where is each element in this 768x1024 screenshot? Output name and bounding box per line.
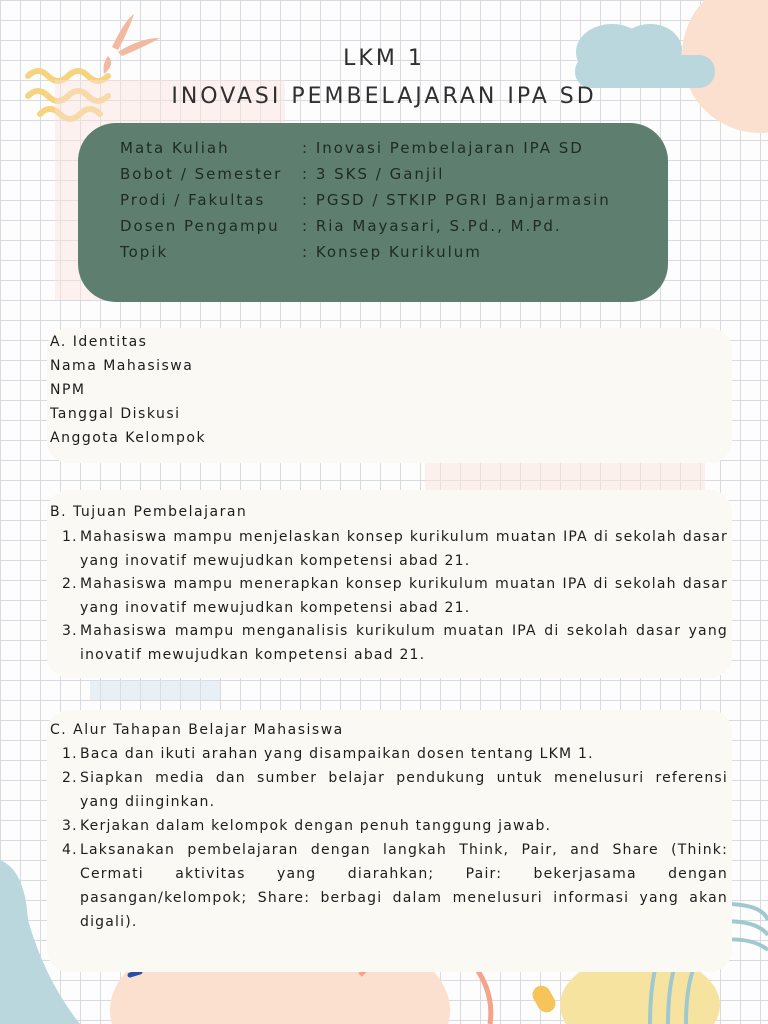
info-row	[120, 165, 444, 183]
info-label: Mata Kuliah	[120, 139, 230, 157]
item-text: Laksanakan pembelajaran dengan langkah Think, Pair, and Share (Think: Cermati aktivitas yang diarahkan; Pair: bekerjasama dengan pasangan/kelompok; Share: berbagi dalam menelusuri informasi yang akan digali).	[80, 842, 728, 930]
info-label: Dosen Pengampu	[120, 217, 280, 235]
item-number: 4.	[62, 842, 78, 858]
field-label: Anggota Kelompok	[50, 430, 207, 446]
info-row	[120, 191, 611, 209]
info-value: : Konsep Kurikulum	[302, 243, 482, 261]
list-item	[62, 572, 728, 620]
item-number: 2.	[62, 576, 78, 592]
info-row	[120, 139, 584, 157]
info-value: : Inovasi Pembelajaran IPA SD	[302, 139, 584, 157]
item-text: Baca dan ikuti arahan yang disampaikan dosen tentang LKM 1.	[80, 746, 594, 762]
item-text: Mahasiswa mampu menjelaskan konsep kurikulum muatan IPA di sekolah dasar yang inovatif mewujudkan kompetensi abad 21.	[80, 529, 728, 569]
identitas-card	[47, 328, 732, 463]
info-row	[120, 243, 482, 261]
item-text: Siapkan media dan sumber belajar pendukung untuk menelusuri referensi yang diinginkan.	[80, 770, 728, 810]
item-number: 3.	[62, 818, 78, 834]
field-label: Tanggal Diskusi	[50, 406, 181, 422]
info-value: : 3 SKS / Ganjil	[302, 165, 445, 183]
page-title: LKM 1	[343, 46, 425, 71]
list-item	[62, 838, 728, 934]
section-heading: C. Alur Tahapan Belajar Mahasiswa	[50, 722, 344, 738]
section-heading: B. Tujuan Pembelajaran	[50, 504, 248, 520]
list-item	[62, 525, 728, 573]
item-text: Mahasiswa mampu menerapkan konsep kurikulum muatan IPA di sekolah dasar yang inovatif mewujudkan kompetensi abad 21.	[80, 576, 728, 616]
item-number: 1.	[62, 746, 78, 762]
list-item	[62, 742, 728, 766]
tujuan-card	[47, 490, 732, 678]
item-number: 1.	[62, 529, 78, 545]
page-subtitle: INOVASI PEMBELAJARAN IPA SD	[171, 84, 597, 109]
blue-stroke	[130, 972, 140, 975]
course-info-box	[78, 123, 668, 302]
info-value: : PGSD / STKIP PGRI Banjarmasin	[302, 191, 611, 209]
field-label: NPM	[50, 382, 86, 398]
info-label: Prodi / Fakultas	[120, 191, 266, 209]
item-text: Kerjakan dalam kelompok dengan penuh tanggung jawab.	[80, 818, 552, 834]
item-number: 2.	[62, 770, 78, 786]
info-label: Topik	[120, 243, 169, 261]
yellow-pill	[529, 982, 559, 1015]
list-item	[62, 766, 728, 814]
section-heading: A. Identitas	[50, 334, 148, 350]
field-label: Nama Mahasiswa	[50, 358, 194, 374]
info-row	[120, 217, 562, 235]
alur-card	[47, 710, 732, 972]
list-item	[62, 814, 728, 838]
info-value: : Ria Mayasari, S.Pd., M.Pd.	[302, 217, 562, 235]
info-label: Bobot / Semester	[120, 165, 283, 183]
item-number: 3.	[62, 623, 78, 639]
item-text: Mahasiswa mampu menganalisis kurikulum muatan IPA di sekolah dasar yang inovatif mewujudkan kompetensi abad 21.	[80, 623, 728, 663]
list-item	[62, 619, 728, 667]
